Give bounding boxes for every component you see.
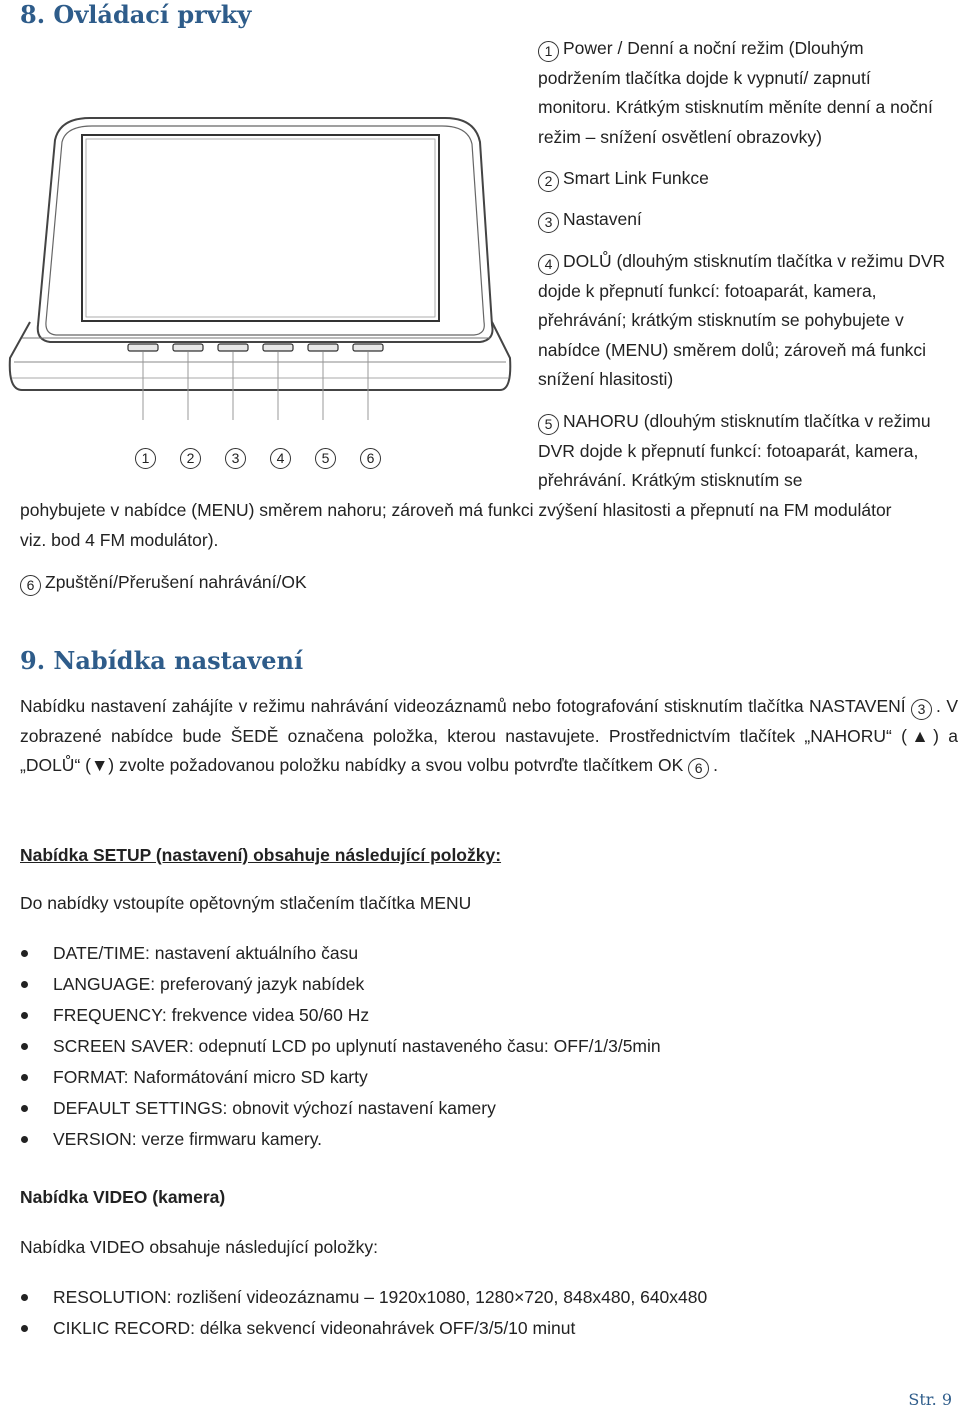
button-5 [308, 344, 338, 351]
control-5-continuation: pohybujete v nabídce (MENU) směrem nahoru; zároveň má funkci zvýšení hlasitosti a přepnutí na FM modulátor viz. bod 4 FM modulátor). [20, 500, 892, 550]
list-item: DATE/TIME: nastavení aktuálního času [0, 938, 661, 969]
control-text: NAHORU (dlouhým stisknutím tlačítka v režimu DVR dojde k přepnutí funkcí: fotoaparát, kamera, přehrávání. Krátkým stisknutím se [538, 411, 931, 490]
section-8-heading [20, 0, 251, 29]
setup-items-list [0, 938, 661, 1155]
monitor-illustration [0, 100, 520, 420]
control-text: DOLŮ (dlouhým stisknutím tlačítka v režimu DVR dojde k přepnutí funkcí: fotoaparát, kamera, přehrávání; krátkým stisknutím se pohybujete v nabídce (MENU) směrem dolů; zároveň má funkci snížení hlasitosti) [538, 251, 946, 389]
control-4-description [538, 247, 950, 395]
control-text: Zpuštění/Přerušení nahrávání/OK [45, 572, 307, 592]
up-arrow-icon: ▲ [907, 725, 934, 746]
control-number: 4 [538, 254, 559, 275]
control-3-description [538, 205, 642, 235]
control-text: Smart Link Funkce [563, 168, 709, 188]
control-6-description [20, 568, 307, 598]
video-heading: Nabídka VIDEO (kamera) [20, 1187, 226, 1207]
setup-intro: Do nabídky vstoupíte opětovným stlačením tlačítka MENU [20, 893, 472, 913]
settings-number: 3 [911, 699, 932, 720]
button-3 [218, 344, 248, 351]
control-number: 5 [538, 414, 559, 435]
control-1-description [538, 34, 948, 152]
intro-text: . V zobrazené nabídce bude ŠEDĚ označena položka, kterou nastavujete. Prostřednictvím tlačítek „NAHORU“ ( [20, 696, 958, 746]
button-4 [263, 344, 293, 351]
control-text: Nastavení [563, 209, 642, 229]
list-item: FORMAT: Naformátování micro SD karty [0, 1062, 661, 1093]
device-label-4: 4 [270, 448, 291, 469]
section-title: Nabídka nastavení [53, 646, 304, 675]
button-6 [353, 344, 383, 351]
section-9-heading [20, 646, 303, 675]
control-number: 2 [538, 171, 559, 192]
control-2-description [538, 164, 709, 194]
button-2 [173, 344, 203, 351]
control-5-description [538, 407, 950, 496]
intro-text: ) a „DOLŮ“ ( [20, 725, 958, 775]
page-number: Str. 9 [908, 1390, 952, 1409]
intro-text: ) zvolte požadovanou položku nabídky a svou volbu potvrďte tlačítkem OK [108, 755, 684, 775]
list-item: CIKLIC RECORD: délka sekvencí videonahrávek OFF/3/5/10 minut [0, 1313, 707, 1344]
ok-number: 6 [688, 758, 709, 779]
setup-heading: Nabídka SETUP (nastavení) obsahuje následující položky: [20, 845, 502, 865]
section-number: 8. [20, 0, 46, 29]
list-item: DEFAULT SETTINGS: obnovit výchozí nastavení kamery [0, 1093, 661, 1124]
device-label-3: 3 [225, 448, 246, 469]
control-text: Power / Denní a noční režim (Dlouhým podržením tlačítka dojde k vypnutí/ zapnutí monitoru. Krátkým stisknutím měníte denní a noční režim – snížení osvětlení obrazovky) [538, 38, 933, 147]
control-number: 3 [538, 212, 559, 233]
list-item: VERSION: verze firmwaru kamery. [0, 1124, 661, 1155]
list-item: RESOLUTION: rozlišení videozáznamu – 1920x1080, 1280×720, 848x480, 640x480 [0, 1282, 707, 1313]
button-1 [128, 344, 158, 351]
list-item: LANGUAGE: preferovaný jazyk nabídek [0, 969, 661, 1000]
list-item: FREQUENCY: frekvence videa 50/60 Hz [0, 1000, 661, 1031]
control-number: 6 [20, 575, 41, 596]
menu-intro-paragraph [20, 692, 958, 781]
device-label-1: 1 [135, 448, 156, 469]
intro-text: Nabídku nastavení zahájíte v režimu nahrávání videozáznamů nebo fotografování stisknutím tlačítka NASTAVENÍ [20, 696, 906, 716]
down-arrow-icon: ▼ [90, 755, 109, 775]
section-title: Ovládací prvky [53, 0, 252, 29]
list-item: SCREEN SAVER: odepnutí LCD po uplynutí nastaveného času: OFF/1/3/5min [0, 1031, 661, 1062]
intro-text: . [713, 755, 719, 775]
video-intro: Nabídka VIDEO obsahuje následující položky: [20, 1237, 378, 1257]
device-label-6: 6 [360, 448, 381, 469]
device-label-2: 2 [180, 448, 201, 469]
section-number: 9. [20, 646, 46, 675]
device-label-5: 5 [315, 448, 336, 469]
control-number: 1 [538, 41, 559, 62]
video-items-list [0, 1282, 707, 1344]
